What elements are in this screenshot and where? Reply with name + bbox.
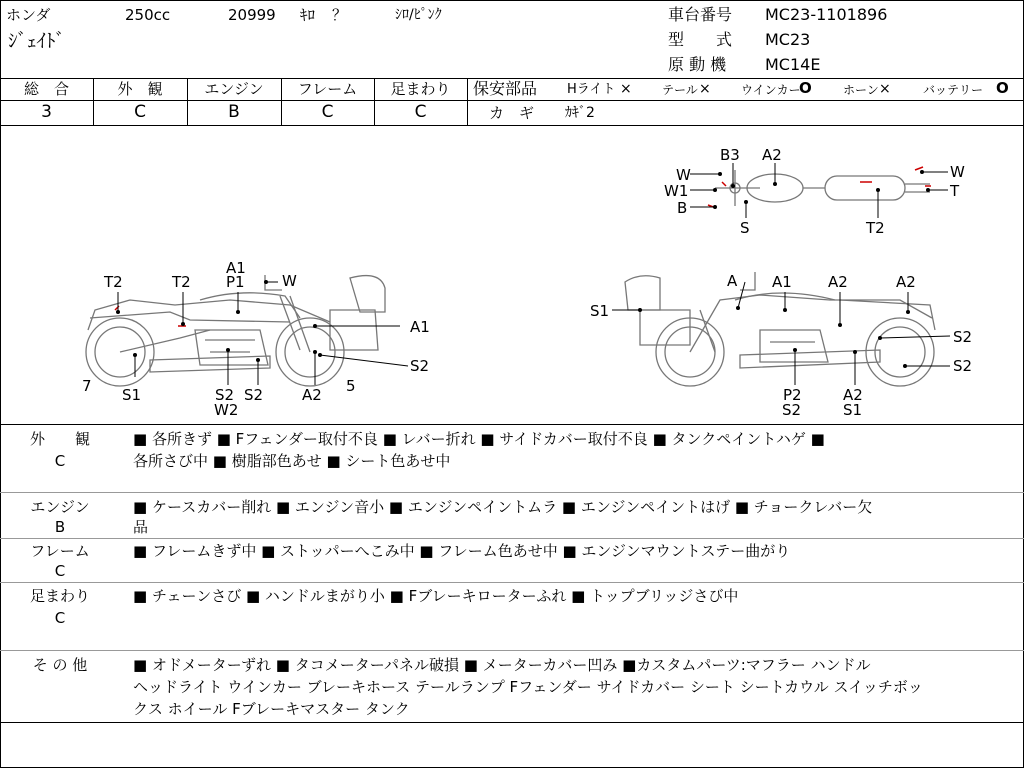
key-value: ｶｷﾞ2 <box>565 105 595 121</box>
mileage: 20999 <box>228 6 276 24</box>
grade-frame-label: フレーム <box>297 80 358 98</box>
finding-text-line: 各所さび中 ■ 樹脂部色あせ ■ シート色あせ中 <box>133 452 451 470</box>
diagram-label: B <box>677 199 688 217</box>
finding-label: そ の 他 <box>32 656 88 674</box>
diagram-label: A2 <box>843 386 863 404</box>
safety-tail: テール <box>662 83 698 97</box>
divider <box>0 650 1024 651</box>
grade-engine-value: B <box>228 102 240 122</box>
finding-label: フレーム <box>30 542 90 560</box>
safety-winker-mark: O <box>799 79 812 97</box>
finding-label: エンジン <box>30 498 90 516</box>
grade-exterior-value: C <box>134 102 146 122</box>
safety-headlight: Hライト <box>567 82 616 97</box>
diagram-label: S2 <box>215 386 235 404</box>
damage-marks <box>115 167 931 326</box>
diagram-label: A2 <box>896 273 916 291</box>
mileage-unit: ｷﾛ <box>300 6 316 24</box>
finding-text-line: ■ 各所きず ■ Fフェンダー取付不良 ■ レバー折れ ■ サイドカバー取付不良 ■ タンクペイントハゲ ■ <box>133 430 825 448</box>
diagram-label: T <box>950 182 960 200</box>
divider <box>0 492 1024 493</box>
finding-text-line: ヘッドライト ウインカー ブレーキホース テールランプ Fフェンダー サイドカバー シート シートカウル スイッチボッ <box>133 678 923 696</box>
finding-text-line: 品 <box>133 518 149 536</box>
mileage-flag: ？ <box>332 6 348 24</box>
diagram-label: S <box>740 219 750 237</box>
divider <box>0 538 1024 539</box>
grade-frame-value: C <box>321 102 334 122</box>
diagram-label: P2 <box>783 386 802 404</box>
diagram-label: S2 <box>953 357 973 375</box>
safety-label: 保安部品 <box>473 79 538 98</box>
diagram-label: T2 <box>172 273 191 291</box>
safety-battery: バッテリー <box>923 83 984 97</box>
finding-grade: C <box>54 452 66 470</box>
diagram-label: B3 <box>720 146 740 164</box>
diagram-label: A1 <box>410 318 430 336</box>
finding-text-line: クス ホイール Fブレーキマスター タンク <box>133 700 410 718</box>
diagram-label: W <box>282 272 297 290</box>
safety-tail-mark: × <box>699 81 711 97</box>
frame-no-label: 車台番号 <box>668 5 733 24</box>
diagram-label: W <box>950 163 965 181</box>
diagram-label: S2 <box>410 357 430 375</box>
grade-engine-label: エンジン <box>204 80 264 98</box>
diagram-label: P1 <box>226 273 245 291</box>
model-name: ｼﾞｪｲﾄﾞ <box>8 30 66 52</box>
finding-grade: B <box>54 518 66 536</box>
finding-text-line: ■ オドメーターずれ ■ タコメーターパネル破損 ■ メーターカバー凹み ■カスタムパーツ:マフラー ハンドル <box>133 656 871 674</box>
finding-grade: C <box>54 609 66 627</box>
diagram-label: W <box>676 166 691 184</box>
grade-suspension-value: C <box>414 102 427 122</box>
finding-text-line: ■ フレームきず中 ■ ストッパーへこみ中 ■ フレーム色あせ中 ■ エンジンマウントステー曲がり <box>133 542 791 560</box>
finding-grade: C <box>54 562 66 580</box>
type-label: 型 式 <box>668 30 733 49</box>
divider <box>0 582 1024 583</box>
diagram-label: T2 <box>104 273 123 291</box>
safety-headlight-mark: × <box>620 81 632 97</box>
color: ｼﾛ/ﾋﾟﾝｸ <box>395 7 442 23</box>
diagram-label: 5 <box>346 377 356 395</box>
diagram-label: W2 <box>214 401 239 419</box>
diagram-label: S2 <box>782 401 802 419</box>
maker: ホンダ <box>6 6 51 24</box>
diagram-label: A2 <box>828 273 848 291</box>
grade-suspension-label: 足まわり <box>390 80 451 98</box>
diagram-label: S1 <box>843 401 863 419</box>
diagram-label: 7 <box>82 377 92 395</box>
engine-value: MC14E <box>765 55 821 74</box>
finding-text-line: ■ チェーンさび ■ ハンドルまがり小 ■ Fブレーキローターふれ ■ トップブリッジさび中 <box>133 587 739 605</box>
safety-horn: ホーン <box>843 83 879 97</box>
engine-label: 原 動 機 <box>668 55 727 74</box>
diagram-label: S2 <box>953 328 973 346</box>
left-side-bike-icon <box>86 275 385 386</box>
diagram-label: A <box>727 272 738 290</box>
diagram-label: S1 <box>122 386 142 404</box>
diagram-label: A1 <box>226 259 246 277</box>
type-value: MC23 <box>765 30 811 49</box>
diagram-label: S1 <box>590 302 610 320</box>
finding-label: 外 観 <box>29 430 90 448</box>
diagram-label: A1 <box>772 273 792 291</box>
displacement: 250cc <box>125 6 171 24</box>
safety-battery-mark: O <box>996 79 1009 97</box>
key-label: カ ギ <box>489 104 535 122</box>
divider <box>0 722 1024 723</box>
diagram-label: W1 <box>664 182 689 200</box>
diagram-label: A2 <box>302 386 322 404</box>
safety-horn-mark: × <box>879 81 891 97</box>
diagram-label: T2 <box>866 219 885 237</box>
finding-text-line: ■ ケースカバー削れ ■ エンジン音小 ■ エンジンペイントムラ ■ エンジンペイントはげ ■ チョークレバー欠 <box>133 498 873 516</box>
grade-overall-value: 3 <box>41 102 52 122</box>
safety-winker: ウインカー <box>741 83 801 97</box>
frame-no: MC23-1101896 <box>765 5 888 24</box>
grade-overall-label: 総 合 <box>23 80 69 98</box>
diagram-label: S2 <box>244 386 264 404</box>
finding-label: 足まわり <box>29 587 90 605</box>
diagram-label: A2 <box>762 146 782 164</box>
grade-exterior-label: 外 観 <box>117 80 163 98</box>
